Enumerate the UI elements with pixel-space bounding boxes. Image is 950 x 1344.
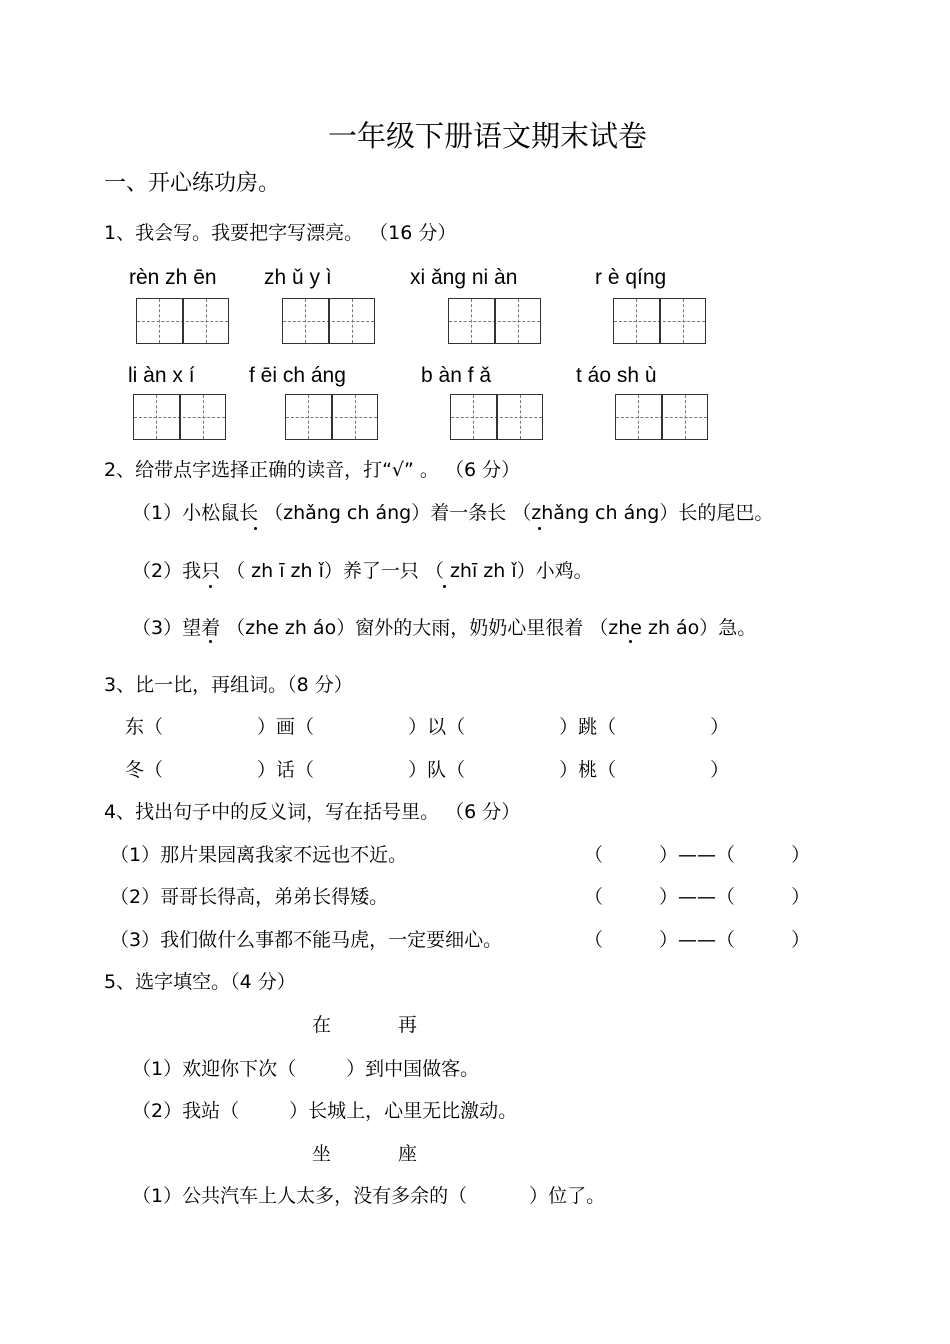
pinyin-feichang: f ēi ch áng: [249, 364, 346, 387]
question-2-prompt: 2、给带点字选择正确的读音，打“√” 。 （6 分）: [104, 459, 521, 481]
antonym-blank-2[interactable]: （ ）——（ ）: [584, 886, 811, 908]
antonym-sentence-2: （2）哥哥长得高，弟弟长得矮。: [110, 886, 389, 908]
antonym-sentence-3: （3）我们做什么事都不能马虎，一定要细心。: [110, 929, 503, 951]
word-building-row-1: 东（ ）画（ ）以（ ）跳（ ）: [125, 716, 730, 738]
question-2-item-1: （1）小松鼠长 （zhǎng ch áng）着一条长 （zhǎng ch áng）长的尾巴。: [132, 502, 774, 524]
fill-sentence-2: （2）我站（ ）长城上，心里无比激动。: [132, 1100, 518, 1122]
emphasis-dot: [209, 585, 212, 588]
fill-sentence-3: （1）公共汽车上人太多，没有多余的（ ）位了。: [132, 1185, 606, 1207]
pinyin-lianxi: li àn x í: [128, 364, 195, 387]
emphasis-dot: [629, 640, 632, 643]
word-building-row-2: 冬（ ）话（ ）队（ ）桃（ ）: [125, 759, 730, 781]
emphasis-dot: [254, 527, 257, 530]
writing-grid[interactable]: [615, 394, 708, 440]
antonym-sentence-1: （1）那片果园离我家不远也不近。: [110, 844, 408, 866]
question-5-prompt: 5、选字填空。（4 分）: [104, 971, 296, 993]
writing-grid[interactable]: [448, 298, 541, 344]
writing-grid[interactable]: [133, 394, 226, 440]
choice-char: 坐: [312, 1143, 332, 1165]
pinyin-reqing: r è qíng: [595, 266, 667, 289]
emphasis-dot: [443, 585, 446, 588]
emphasis-dot: [209, 640, 212, 643]
page-title: 一年级下册语文期末试卷: [328, 119, 648, 153]
pinyin-xiangnian: xi ǎng ni àn: [410, 266, 518, 289]
writing-grid[interactable]: [613, 298, 706, 344]
question-2-item-3: （3）望着 （zhe zh áo）窗外的大雨，奶奶心里很着 （zhe zh áo）急。: [132, 617, 757, 639]
fill-sentence-1: （1）欢迎你下次（ ）到中国做客。: [132, 1058, 480, 1080]
pinyin-zhuyi: zh ǔ y ì: [264, 266, 332, 289]
antonym-blank-3[interactable]: （ ）——（ ）: [584, 929, 811, 951]
writing-grid[interactable]: [450, 394, 543, 440]
pinyin-taoshu: t áo sh ù: [576, 364, 657, 387]
section-heading: 一、开心练功房。: [104, 171, 281, 196]
antonym-blank-1[interactable]: （ ）——（ ）: [584, 844, 811, 866]
pinyin-renzhen: rèn zh ēn: [129, 266, 217, 289]
choice-char: 在: [312, 1014, 332, 1036]
emphasis-dot: [538, 527, 541, 530]
writing-grid[interactable]: [136, 298, 229, 344]
choice-char: 座: [398, 1143, 418, 1165]
question-3-prompt: 3、比一比，再组词。（8 分）: [104, 674, 353, 696]
writing-grid[interactable]: [285, 394, 378, 440]
pinyin-banfa: b àn f ǎ: [421, 364, 492, 387]
writing-grid[interactable]: [282, 298, 375, 344]
choice-char: 再: [398, 1014, 418, 1036]
question-1-prompt: 1、我会写。我要把字写漂亮。 （16 分）: [104, 222, 457, 244]
question-4-prompt: 4、找出句子中的反义词，写在括号里。 （6 分）: [104, 801, 521, 823]
question-2-item-2: （2）我只 （ zh ī zh ǐ）养了一只 （ zhī zh ǐ）小鸡。: [132, 560, 593, 582]
